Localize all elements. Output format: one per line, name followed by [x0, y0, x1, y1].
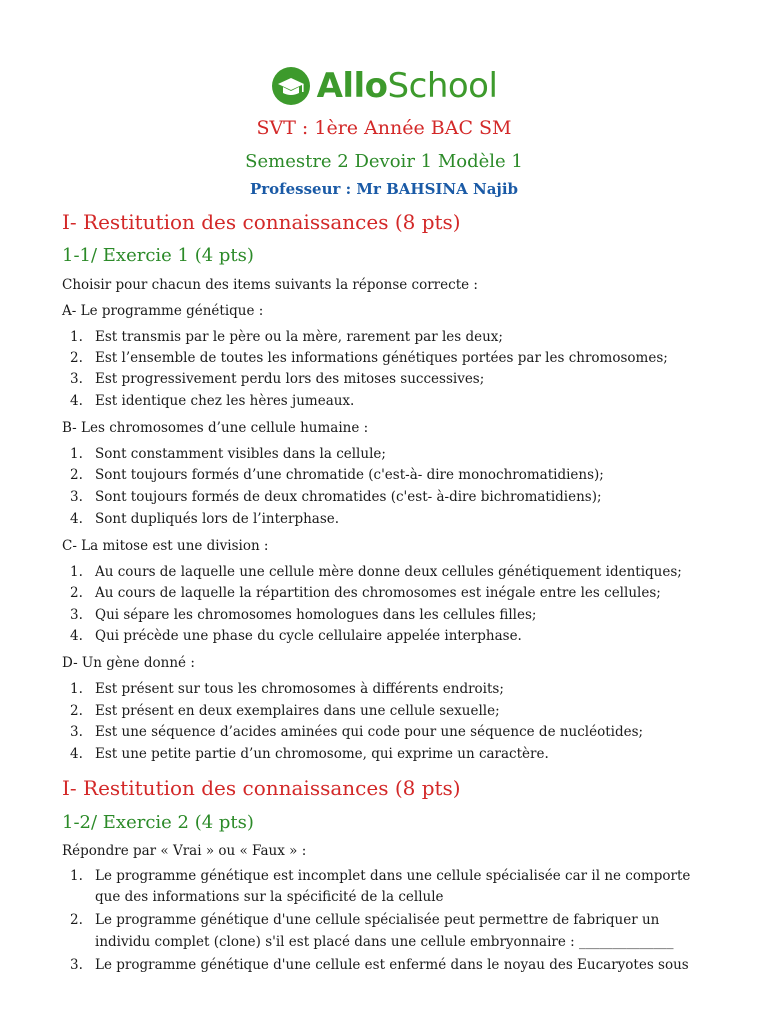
- question-d: D- Un gène donné :: [62, 655, 195, 671]
- list-item: 1. Est transmis par le père ou la mère, rarement par les deux;: [70, 329, 503, 345]
- instruction-text: Choisir pour chacun des items suivants la réponse correcte :: [62, 277, 478, 293]
- list-item: 1. Sont constamment visibles dans la cellule;: [70, 446, 386, 462]
- exercise-heading: 1-1/ Exercie 1 (4 pts): [62, 245, 254, 266]
- list-item: 1. Est présent sur tous les chromosomes à différents endroits;: [70, 681, 504, 697]
- exam-title: Semestre 2 Devoir 1 Modèle 1: [245, 151, 523, 172]
- list-item: 4. Est une petite partie d’un chromosome, qui exprime un caractère.: [70, 746, 549, 762]
- question-c: C- La mitose est une division :: [62, 538, 269, 554]
- list-item: 4. Sont dupliqués lors de l’interphase.: [70, 511, 340, 527]
- list-item: 3. Est progressivement perdu lors des mitoses successives;: [70, 371, 485, 387]
- course-title: SVT : 1ère Année BAC SM: [256, 117, 512, 139]
- list-item: 4. Est identique chez les hères jumeaux.: [70, 393, 355, 409]
- list-item: 3. Le programme génétique d'une cellule est enfermé dans le noyau des Eucaryotes sous: [70, 957, 689, 973]
- list-item-continuation: individu complet (clone) s'il est placé dans une cellule embryonnaire : ______________: [95, 934, 674, 950]
- graduation-cap-icon: [271, 66, 311, 106]
- section-heading: I- Restitution des connaissances (8 pts): [62, 776, 461, 800]
- logo-text: AlloSchool: [316, 66, 498, 106]
- instruction-text: Répondre par « Vrai » ou « Faux » :: [62, 843, 307, 859]
- exercise-heading: 1-2/ Exercie 2 (4 pts): [62, 812, 254, 833]
- teacher-name: Professeur : Mr BAHSINA Najib: [249, 180, 519, 198]
- list-item: 3. Sont toujours formés de deux chromatides (c'est- à-dire bichromatidiens);: [70, 489, 602, 505]
- list-item: 3. Est une séquence d’acides aminées qui code pour une séquence de nucléotides;: [70, 724, 644, 740]
- list-item: 2. Est présent en deux exemplaires dans une cellule sexuelle;: [70, 703, 500, 719]
- list-item: 1. Au cours de laquelle une cellule mère donne deux cellules génétiquement identiques;: [70, 564, 682, 580]
- list-item: 2. Au cours de laquelle la répartition des chromosomes est inégale entre les cellules;: [70, 585, 661, 601]
- list-item: 2. Sont toujours formés d’une chromatide (c'est-à- dire monochromatidiens);: [70, 467, 604, 483]
- list-item: 3. Qui sépare les chromosomes homologues dans les cellules filles;: [70, 607, 537, 623]
- alloschool-logo: [0, 66, 768, 106]
- list-item-continuation: que des informations sur la spécificité de la cellule: [95, 889, 444, 905]
- question-a: A- Le programme génétique :: [62, 303, 264, 319]
- question-b: B- Les chromosomes d’une cellule humaine :: [62, 420, 369, 436]
- list-item: 2. Le programme génétique d'une cellule spécialisée peut permettre de fabriquer un: [70, 912, 660, 928]
- list-item: 4. Qui précède une phase du cycle cellulaire appelée interphase.: [70, 628, 522, 644]
- section-heading: I- Restitution des connaissances (8 pts): [62, 210, 461, 234]
- list-item: 1. Le programme génétique est incomplet dans une cellule spécialisée car il ne comporte: [70, 868, 691, 884]
- list-item: 2. Est l’ensemble de toutes les informations génétiques portées par les chromosomes;: [70, 350, 668, 366]
